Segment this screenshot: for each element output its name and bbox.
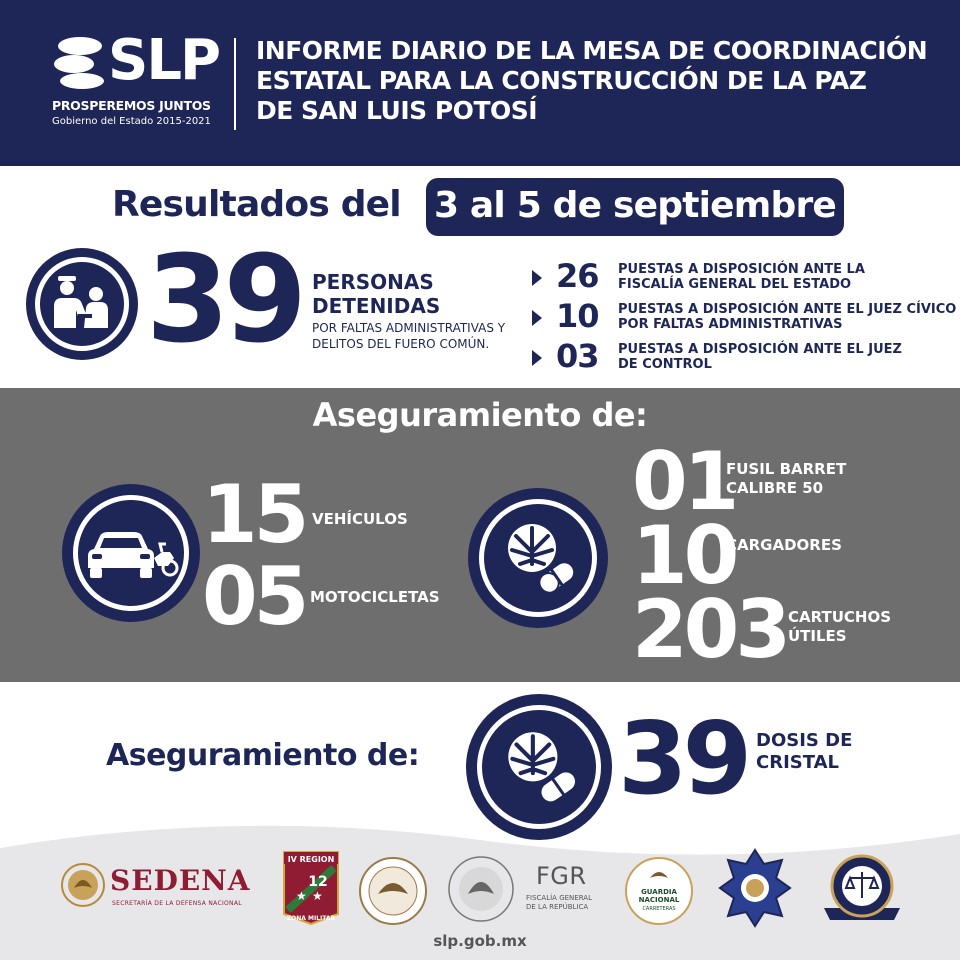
logo-wordmark: SLP <box>108 28 220 93</box>
results-heading <box>0 178 960 238</box>
doses-count: 39 <box>618 700 748 817</box>
gn-line2-text: NACIONAL <box>638 896 680 904</box>
iv-region-12-zona-militar-logo <box>282 850 340 926</box>
region-number-text: 12 <box>308 874 328 890</box>
military-shield-icon <box>282 850 340 926</box>
disposition-line: FISCALÍA GENERAL DEL ESTADO <box>618 277 852 292</box>
disposition-line: PUESTAS A DISPOSICIÓN ANTE LA <box>618 262 865 277</box>
doses-title: Aseguramiento de: <box>106 738 420 773</box>
svg-text:★: ★ <box>312 889 323 903</box>
detained-description <box>312 320 505 352</box>
gn-line1-text: GUARDIA <box>641 888 677 896</box>
detained-desc-line: DELITOS DEL FUERO COMÚN. <box>312 337 490 351</box>
disposition-text <box>618 342 902 372</box>
triangle-bullet-icon <box>532 270 542 286</box>
disposition-count: 10 <box>556 297 599 335</box>
rifle-label-line: FUSIL BARRET <box>726 460 847 478</box>
police-star-badge-icon <box>718 848 792 928</box>
logo-slogan: PROSPEREMOS JUNTOS <box>52 98 211 113</box>
cartridges-label <box>788 608 891 646</box>
detained-desc-line: POR FALTAS ADMINISTRATIVAS Y <box>312 321 506 335</box>
magazines-label: CARGADORES <box>726 536 842 554</box>
officer-detainee-icon <box>50 274 114 334</box>
doses-label-line: DOSIS DE <box>756 730 853 751</box>
results-label: Resultados del <box>112 184 401 225</box>
rifle-label-line: CALIBRE 50 <box>726 479 824 497</box>
leaf-pill-icon <box>494 722 584 812</box>
motorcycles-count: 05 <box>202 550 306 643</box>
doses-label <box>756 730 852 774</box>
guardia-nacional-seal-icon <box>358 856 428 926</box>
disposition-line: PUESTAS A DISPOSICIÓN ANTE EL JUEZ CÍVICO <box>618 302 957 317</box>
detained-title <box>312 270 440 318</box>
sedena-subtitle: SECRETARÍA DE LA DEFENSA NACIONAL <box>112 900 242 907</box>
gn-line3-text: CARRETERAS <box>642 906 676 912</box>
website-url: slp.gob.mx <box>433 932 527 950</box>
fgr-logo <box>522 862 604 920</box>
report-title-line: DE SAN LUIS POTOSÍ <box>256 96 538 125</box>
guardia-nacional-carreteras-logo <box>624 856 694 926</box>
report-title-line: INFORME DIARIO DE LA MESA DE COORDINACIÓN <box>256 36 928 65</box>
fgr-subtitle <box>526 894 592 912</box>
disposition-line: POR FALTAS ADMINISTRATIVAS <box>618 317 843 332</box>
doses-label-line: CRISTAL <box>756 752 840 773</box>
leaf-pill-icon <box>494 514 582 602</box>
vehicles-label: VEHÍCULOS <box>312 510 408 528</box>
header-banner <box>0 0 960 166</box>
vehicles-count: 15 <box>202 468 306 561</box>
cartridges-count: 203 <box>632 583 787 676</box>
detained-title-line: DETENIDAS <box>312 294 441 318</box>
car-motorcycle-icon <box>84 528 180 582</box>
triangle-bullet-icon <box>532 310 542 326</box>
svg-text:★: ★ <box>296 889 307 903</box>
detained-title-line: PERSONAS <box>312 270 434 294</box>
slp-logo-mark-icon <box>52 34 108 90</box>
cartridges-label-line: ÚTILES <box>788 627 847 645</box>
sedena-logo <box>60 858 260 916</box>
rifle-label <box>726 460 846 498</box>
mexican-eagle-emblem-icon <box>60 862 106 908</box>
national-coat-of-arms-icon <box>446 854 516 924</box>
detained-count: 39 <box>146 231 301 370</box>
disposition-count: 26 <box>556 257 599 295</box>
region-title-text: IV REGION <box>287 855 335 864</box>
fgr-subtitle-line: DE LA REPÚBLICA <box>526 903 589 911</box>
report-title <box>256 36 946 126</box>
guardia-nacional-seal-logo <box>358 856 428 926</box>
fiscalia-general-del-estado-logo <box>820 852 904 926</box>
header-divider <box>234 38 236 130</box>
fiscalia-scales-seal-icon <box>820 852 904 926</box>
detained-persons-icon <box>26 248 138 360</box>
estados-unidos-mexicanos-emblem <box>446 854 516 924</box>
cartridges-label-line: CARTUCHOS <box>788 608 892 626</box>
report-title-line: ESTATAL PARA LA CONSTRUCCIÓN DE LA PAZ <box>256 66 867 95</box>
policia-estatal-badge-logo <box>718 848 792 928</box>
fgr-wordmark: FGR <box>536 862 587 890</box>
fgr-subtitle-line: FISCALÍA GENERAL <box>526 894 592 902</box>
disposition-line: DE CONTROL <box>618 357 712 372</box>
rifle-count: 01 <box>632 435 736 528</box>
sedena-wordmark: SEDENA <box>110 864 251 897</box>
motorcycles-label: MOTOCICLETAS <box>310 588 440 606</box>
slp-logo <box>46 28 226 134</box>
guardia-carreteras-badge-icon <box>624 856 694 926</box>
disposition-text <box>618 262 865 292</box>
secured-title: Aseguramiento de: <box>312 396 648 434</box>
region-sub-text: ZONA MILITAR <box>286 915 336 922</box>
vehicles-icon <box>62 484 200 622</box>
logo-government: Gobierno del Estado 2015-2021 <box>52 116 211 127</box>
disposition-count: 03 <box>556 337 599 375</box>
disposition-line: PUESTAS A DISPOSICIÓN ANTE EL JUEZ <box>618 342 902 357</box>
date-range-badge: 3 al 5 de septiembre <box>426 178 844 236</box>
disposition-text <box>618 302 956 332</box>
drugs-weapons-icon <box>468 488 608 628</box>
triangle-bullet-icon <box>532 350 542 366</box>
magazines-count: 10 <box>632 509 736 602</box>
